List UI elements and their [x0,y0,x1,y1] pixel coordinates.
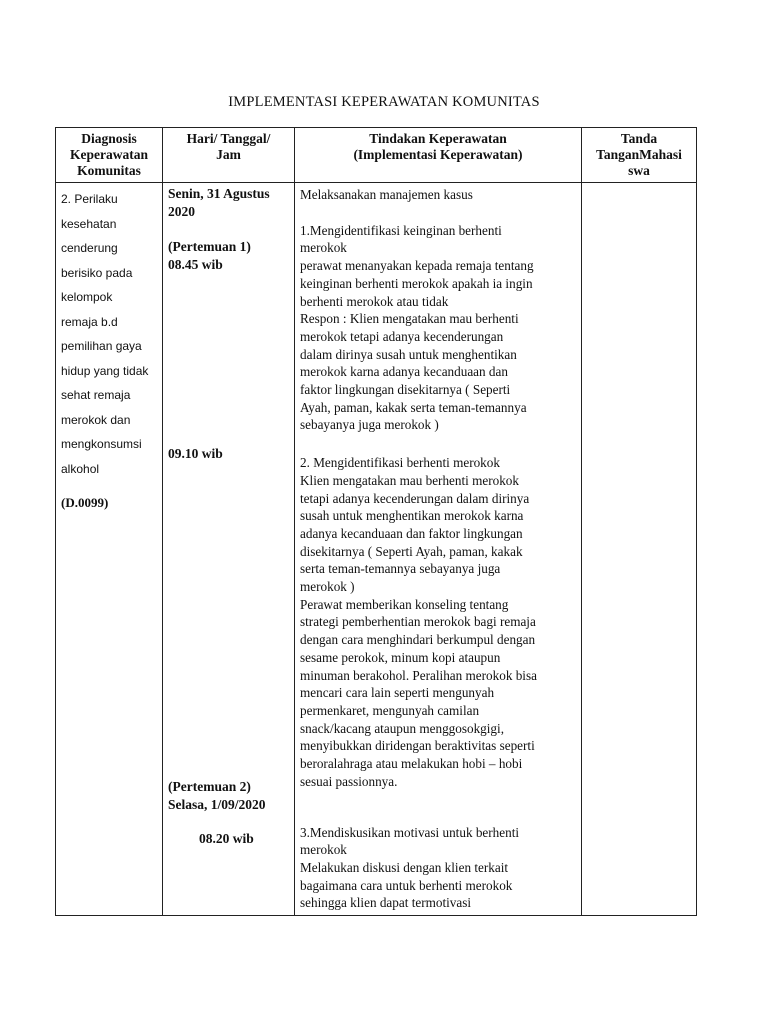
text-line: sebayanya juga merokok ) [300,417,439,433]
header-row [56,128,697,183]
implementation-table [55,127,697,916]
action-block-2 [300,454,581,790]
text-line: cenderung [61,241,118,255]
text-line: mengkonsumsi [61,437,142,451]
text-line: snack/kacang ataupun menggosokgigi, [300,720,504,736]
diagnosis-text [61,187,162,481]
action-block-3 [300,824,581,913]
text-line: Keperawatan [70,147,148,162]
text-line: Ayah, paman, kakak serta teman-temannya [300,399,527,415]
text-line: Klien mengatakan mau berhenti merokok [300,472,519,488]
meeting-1: (Pertemuan 1) [168,239,251,254]
text-line: Senin, 31 Agustus [168,186,270,201]
time-1: 08.45 wib [168,257,223,272]
text-line: sehat remaja [61,388,131,402]
text-line: serta teman-temannya sebayanya juga [300,561,501,577]
text-line: menyibukkan diridengan beraktivitas seperti [300,738,535,754]
text-line: dalam dirinya susah untuk menghentikan [300,346,517,362]
text-line: Tanda [620,131,658,146]
text-line: (Implementasi Keperawatan) [353,147,523,162]
text-line: kelompok [61,290,113,304]
header-signature [582,128,697,183]
text-line: susah untuk menghentikan merokok karna [300,508,524,524]
text-line: hidup yang tidak [61,363,149,378]
date-1 [168,185,294,221]
actions-cell [295,183,582,916]
table-row [56,183,697,916]
diagnosis-code: (D.0099) [61,495,109,510]
text-line: beroralahraga atau melakukan hobi – hobi [300,756,523,772]
text-line: sehingga klien dapat termotivasi [300,895,472,911]
text-line: Jam [216,147,241,162]
text-line: merokok [300,240,347,256]
text-line: keinginan berhenti merokok apakah ia ingin [300,275,533,291]
text-line: bagaimana cara untuk berhenti merokok [300,877,513,893]
text-line: faktor lingkungan disekitarnya ( Seperti [300,382,511,398]
header-date-time [163,128,295,183]
text-line: mencari cara lain seperti mengunyah [300,685,495,701]
diagnosis-cell [56,183,163,916]
text-line: 2. Mengidentifikasi berhenti merokok [300,455,500,471]
text-line: 3.Mendiskusikan motivasi untuk berhenti [300,824,520,840]
text-line: swa [628,163,650,178]
text-line: permenkaret, mengunyah camilan [300,702,480,718]
meeting-2: (Pertemuan 2) [168,779,251,794]
text-line: sesame perokok, minum kopi ataupun [300,649,501,665]
text-line: Diagnosis [81,131,137,146]
text-line: berisiko pada [61,265,133,280]
text-line: Komunitas [77,163,141,178]
text-line: Hari/ Tanggal/ [186,131,271,146]
text-line: 2. Perilaku [61,192,118,206]
text-line: merokok ) [300,579,355,595]
text-line: 1.Mengidentifikasi keinginan berhenti [300,222,502,238]
text-line: perawat menanyakan kepada remaja tentang [300,258,534,274]
action-block-case-management [300,186,581,204]
text-line: dengan cara menghindari berkumpul dengan [300,632,536,648]
schedule-cell [163,183,295,916]
text-line: pemilihan gaya [61,339,142,353]
text-line: berhenti merokok atau tidak [300,293,449,309]
text-line: disekitarnya ( Seperti Ayah, paman, kakak [300,543,523,559]
time-3: 08.20 wib [199,831,254,846]
text-line: strategi pemberhentian merokok bagi remaja [300,614,536,630]
text-line: merokok dan [61,412,131,427]
signature-cell [582,183,697,916]
text-line: remaja b.d [61,314,118,329]
text-line: merokok [300,842,347,858]
text-line: kesehatan [61,216,117,231]
text-line: merokok karna adanya kecanduaan dan [300,364,508,380]
time-2: 09.10 wib [168,446,223,461]
action-block-1 [300,222,581,434]
text-line: TanganMahasi [596,147,682,162]
text-line: alkohol [61,461,100,476]
text-line: Tindakan Keperawatan [369,131,507,146]
text-line: Melakukan diskusi dengan klien terkait [300,859,509,875]
text-line: adanya kecanduaan dan faktor lingkungan [300,525,523,541]
text-line: minuman berakohol. Peralihan merokok bisa [300,667,537,683]
header-diagnosis [56,128,163,183]
document-title: IMPLEMENTASI KEPERAWATAN KOMUNITAS [228,94,540,110]
text-line: Melaksanakan manajemen kasus [300,187,473,202]
text-line: Perawat memberikan konseling tentang [300,596,509,612]
text-line: sesuai passionnya. [300,773,398,789]
text-line: merokok tetapi adanya kecenderungan [300,328,504,344]
text-line: 2020 [168,204,195,219]
text-line: Respon : Klien mengatakan mau berhenti [300,311,519,327]
header-nursing-action [295,128,582,183]
date-2: Selasa, 1/09/2020 [168,797,266,812]
text-line: tetapi adanya kecenderungan dalam dirinya [300,490,530,506]
